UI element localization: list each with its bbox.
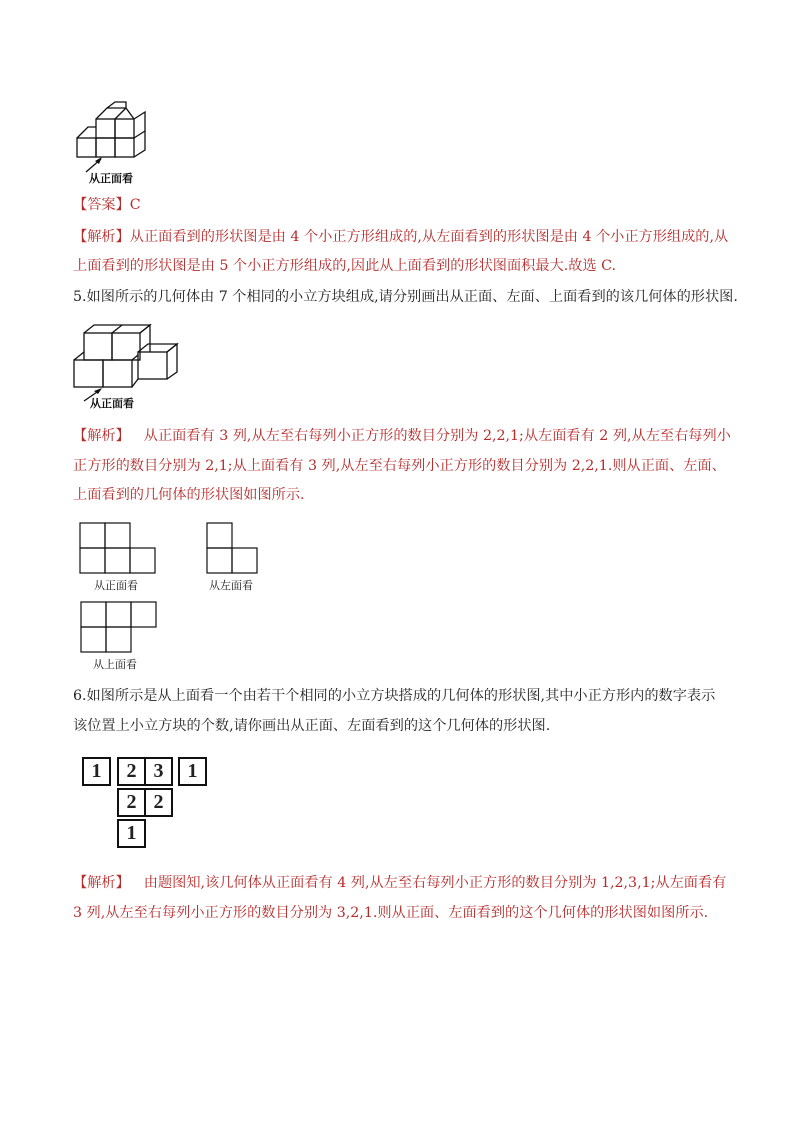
q6-line1: 6.如图所示是从上面看一个由若干个相同的小立方块搭成的几何体的形状图,其中小正方形内的数字表示 [73, 688, 716, 704]
analysis4-line2: 上面看到的形状图是由 5 个小正方形组成的,因此从上面看到的形状图面积最大.故选 C. [73, 258, 616, 274]
analysis4-text1: 从正面看到的形状图是由 4 个小正方形组成的,从左面看到的形状图是由 4 个小正方形组成的,从 [129, 229, 729, 245]
view-top-caption: 从上面看 [93, 658, 137, 671]
analysis6-line2: 3 列,从左至右每列小正方形的数目分别为 3,2,1.则从正面、左面看到的这个几何体的形状图如图所示. [73, 905, 709, 921]
analysis4-tag: 【解析】 [73, 229, 130, 245]
analysis5-line1 [73, 426, 731, 446]
q6-top-view-grid [82, 757, 242, 851]
q5-text: 5.如图所示的几何体由 7 个相同的小立方块组成,请分别画出从正面、左面、上面看到的该几何体的形状图. [73, 289, 738, 305]
analysis4-line1 [73, 227, 728, 247]
view-left-figure [206, 522, 262, 578]
answer-line [73, 195, 141, 215]
answer-tag: 【答案】 [73, 197, 130, 213]
analysis5-text1: 从正面看有 3 列,从左至右每列小正方形的数目分别为 2,2,1;从左面看有 2 列,从左至右每列小 [143, 428, 731, 444]
answer-value: C [129, 197, 141, 213]
analysis6-line1 [73, 873, 726, 893]
q6-line2: 该位置上小立方块的个数,请你画出从正面、左面看到的这个几何体的形状图. [73, 718, 551, 734]
grid-cell: 1 [117, 819, 146, 848]
grid-cell: 1 [178, 757, 207, 786]
grid-cell: 2 [117, 788, 146, 817]
view-front-figure [79, 522, 159, 578]
analysis5-tag: 【解析】 [73, 428, 130, 444]
analysis5-line2: 正方形的数目分别为 2,1;从上面看有 3 列,从左至右每列小正方形的数目分别为 2,2,1.则从正面、左面、 [73, 458, 726, 474]
view-front-caption: 从正面看 [94, 579, 138, 592]
grid-cell: 3 [144, 757, 173, 786]
analysis6-text1: 由题图知,该几何体从正面看有 4 列,从左至右每列小正方形的数目分别为 1,2,3,1;从左面看有 [143, 875, 727, 891]
q4-cube-figure [74, 100, 154, 180]
grid-cell: 2 [144, 788, 173, 817]
analysis6-tag: 【解析】 [73, 875, 130, 891]
grid-cell: 2 [117, 757, 146, 786]
grid-cell: 1 [82, 757, 111, 786]
q5-figure-caption: 从正面看 [90, 397, 134, 410]
analysis5-line3: 上面看到的几何体的形状图如图所示. [73, 487, 305, 503]
view-top-figure [80, 601, 160, 657]
view-left-caption: 从左面看 [209, 579, 253, 592]
q4-figure-caption: 从正面看 [89, 172, 133, 185]
q5-cube-figure [72, 322, 182, 402]
